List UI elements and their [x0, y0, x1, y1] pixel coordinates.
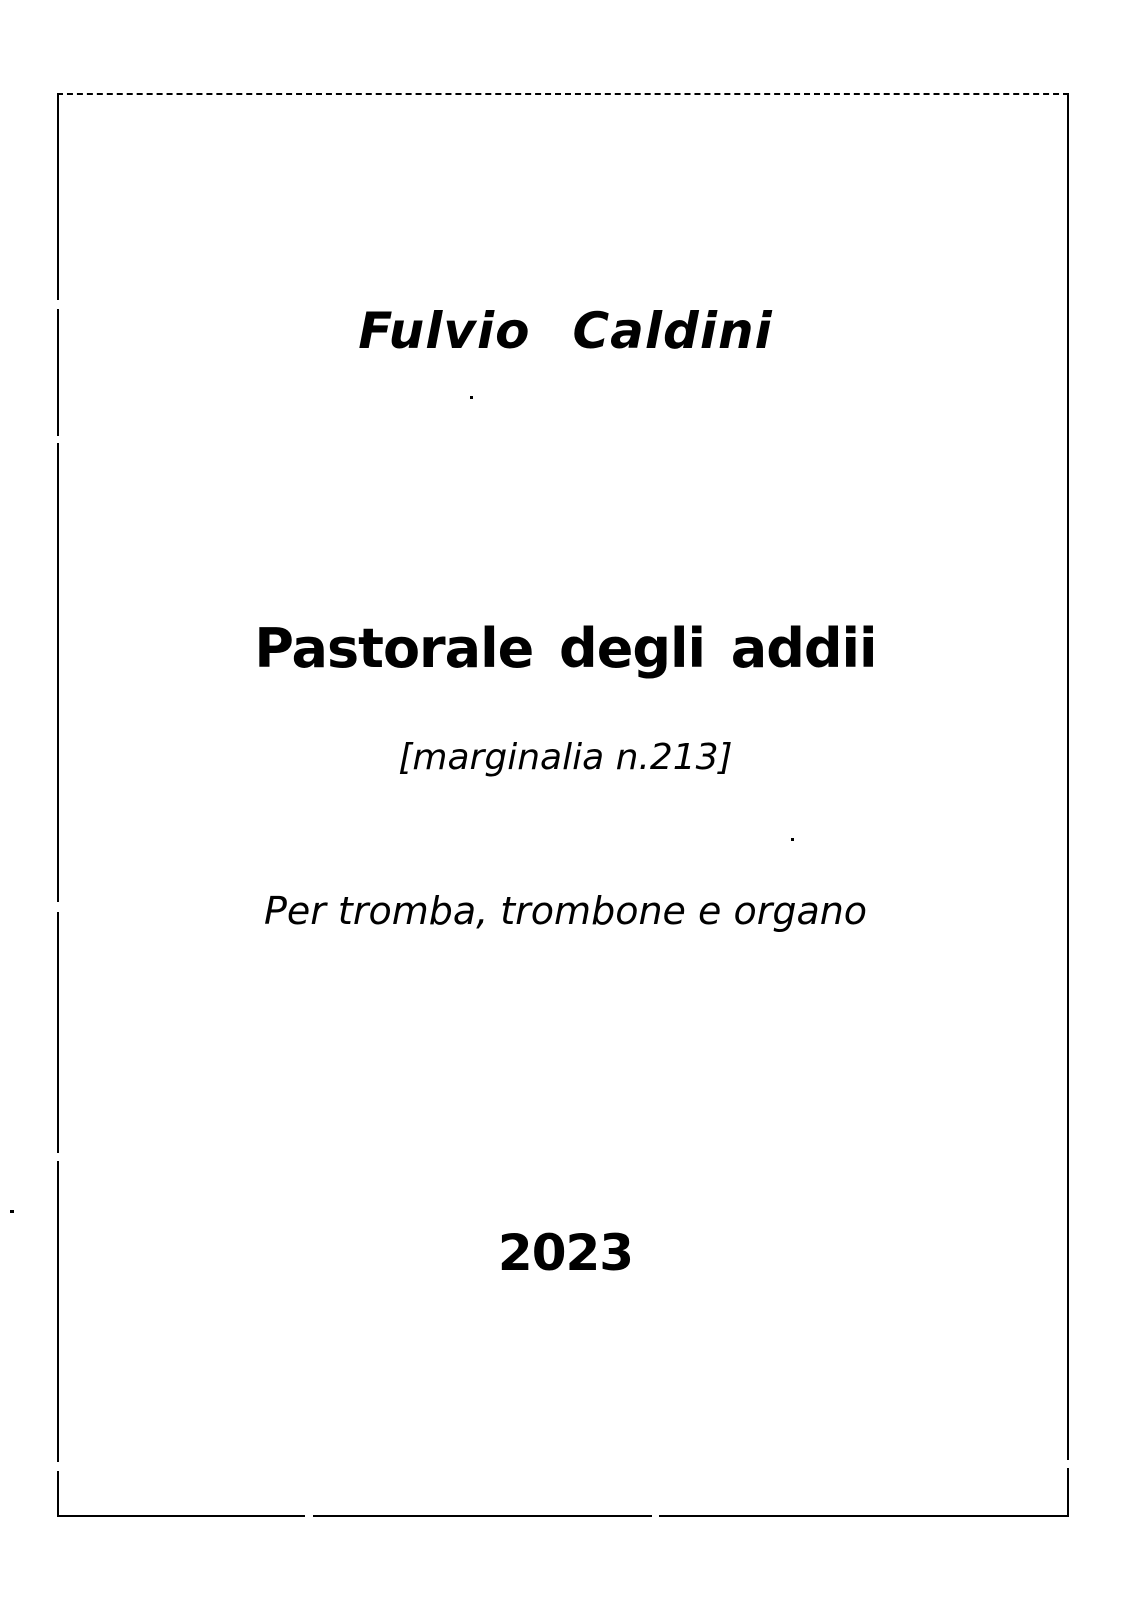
- instrumentation-line: Per tromba, trombone e organo: [263, 889, 868, 933]
- work-subtitle: [marginalia n.213]: [398, 737, 733, 778]
- scan-speck: [10, 1210, 14, 1213]
- scan-speck: [791, 838, 794, 841]
- border-gap: [652, 1514, 659, 1518]
- year-line: 2023: [497, 1224, 634, 1282]
- author-last-name: Caldini: [572, 302, 773, 360]
- border-gap: [57, 1153, 61, 1161]
- border-gap: [1066, 1460, 1070, 1468]
- author-first-name: Fulvio: [358, 302, 531, 360]
- author-name: [0, 302, 1131, 360]
- border-gap: [57, 436, 61, 443]
- border-gap: [57, 1462, 61, 1471]
- work-title: Pastorale degli addii: [254, 617, 877, 680]
- border-gap: [305, 1514, 313, 1518]
- scan-speck: [470, 396, 473, 399]
